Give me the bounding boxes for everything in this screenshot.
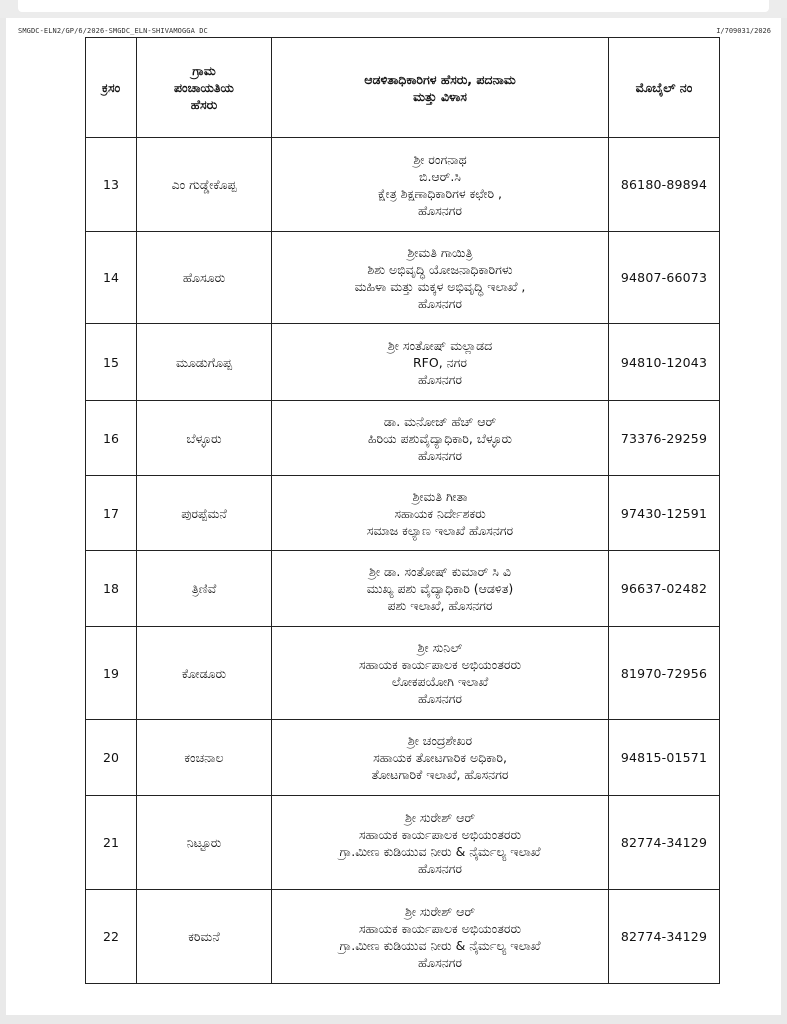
official-line: ಸಹಾಯಕ ತೋಟಗಾರಿಕ ಅಧಿಕಾರಿ, — [373, 750, 507, 765]
official-line: ಶ್ರೀ ಸುರೇಶ್ ಆರ್ — [404, 809, 476, 825]
serial-cell: 21 — [86, 796, 137, 890]
serial-cell: 19 — [86, 627, 137, 720]
mobile-cell: 97430-12591 — [609, 476, 720, 551]
header-official-line: ಮತ್ತು ವಿಳಾಸ — [413, 88, 467, 104]
serial-cell: 22 — [86, 890, 137, 984]
official-line: ಶ್ರೀಮತಿ ಗಾಯಿತ್ರಿ — [407, 244, 473, 260]
gram-panchayat-cell: ಹೊಸೂರು — [137, 232, 272, 324]
serial-cell: 13 — [86, 138, 137, 232]
official-line: ಸಮಾಜ ಕಲ್ಯಾಣ ಇಲಾಖೆ ಹೊಸನಗರ — [366, 522, 514, 538]
table-row — [86, 324, 720, 401]
viewer-bottom-bar — [0, 1015, 787, 1024]
mobile-cell: 94810-12043 — [609, 324, 720, 401]
official-cell — [272, 324, 609, 401]
mobile-cell: 73376-29259 — [609, 401, 720, 476]
official-cell — [272, 138, 609, 232]
table-row — [86, 232, 720, 324]
official-line: ಗ್ರಾ.ಮೀಣ ಕುಡಿಯುವ ನೀರು & ನೈರ್ಮಲ್ಯ ಇಲಾಖೆ — [339, 843, 541, 859]
header-serial: ಕ್ರಸಂ — [86, 38, 137, 138]
official-line: ಹೊಸನಗರ — [417, 371, 463, 387]
official-line: RFO, ನಗರ — [413, 354, 467, 370]
viewer-top-pill — [18, 0, 769, 12]
official-line: ಹೊಸನಗರ — [417, 295, 463, 311]
official-line: ತೋಟಗಾರಿಕೆ ಇಲಾಖೆ, ಹೊಸನಗರ — [371, 767, 509, 782]
official-cell — [272, 401, 609, 476]
official-line: ಶ್ರೀ ಸುನಿಲ್ — [417, 640, 463, 655]
serial-cell: 16 — [86, 401, 137, 476]
official-line: ಗ್ರಾ.ಮೀಣ ಕುಡಿಯುವ ನೀರು & ನೈರ್ಮಲ್ಯ ಇಲಾಖೆ — [339, 937, 541, 953]
official-cell — [272, 232, 609, 324]
serial-cell: 15 — [86, 324, 137, 401]
official-line: ಶಿಶು ಅಭಿವೃದ್ಧಿ ಯೋಜನಾಧಿಕಾರಿಗಳು — [367, 261, 513, 277]
official-line: ಮುಖ್ಯ ಪಶು ವೈದ್ಯಾಧಿಕಾರಿ (ಆಡಳಿತ) — [366, 581, 514, 596]
official-line: ಪಶು ಇಲಾಖೆ, ಹೊಸನಗರ — [387, 598, 493, 613]
document-reference-right: I/709031/2026 — [716, 27, 771, 35]
table-row — [86, 720, 720, 796]
table-row — [86, 796, 720, 890]
serial-cell: 14 — [86, 232, 137, 324]
serial-cell: 17 — [86, 476, 137, 551]
officials-table — [85, 37, 720, 984]
official-line: ಕ್ಷೇತ್ರ ಶಿಕ್ಷಣಾಧಿಕಾರಿಗಳ ಕಛೇರಿ , — [377, 185, 503, 201]
official-line: ಹೊಸನಗರ — [417, 954, 463, 970]
gram-panchayat-cell: ಮೂಡುಗೊಪ್ಪ — [137, 324, 272, 401]
header-gp-line: ಹೆಸರು — [190, 97, 218, 112]
official-cell — [272, 551, 609, 627]
official-line: ಸಹಾಯಕ ಕಾರ್ಯಪಾಲಕ ಅಭಿಯಂತರರು — [358, 920, 522, 936]
mobile-cell: 96637-02482 — [609, 551, 720, 627]
header-mobile: ಮೊಬೈಲ್ ನಂ — [609, 38, 720, 138]
official-cell — [272, 890, 609, 984]
official-cell — [272, 796, 609, 890]
official-line: ಶ್ರೀ ಡಾ. ಸಂತೋಷ್ ಕುಮಾರ್ ಸಿ ವಿ — [369, 564, 511, 579]
official-line: ಹೊಸನಗರ — [417, 691, 463, 706]
official-line: ಸಹಾಯಕ ಕಾರ್ಯಪಾಲಕ ಅಭಿಯಂತರರು — [358, 657, 522, 672]
official-line: ಹೊಸನಗರ — [417, 447, 463, 463]
official-line: ಶ್ರೀ ಸುರೇಶ್ ಆರ್ — [404, 903, 476, 919]
official-cell — [272, 720, 609, 796]
table-row — [86, 551, 720, 627]
table-body — [86, 138, 720, 984]
official-line: ಶ್ರೀ ಸಂತೋಷ್ ಮಲ್ಲಾಡದ — [387, 337, 493, 353]
official-line: ಶ್ರೀ ರಂಗನಾಥ — [413, 151, 467, 167]
gram-panchayat-cell: ಕರಿಮನೆ — [137, 890, 272, 984]
gram-panchayat-cell: ಕೋಡೂರು — [137, 627, 272, 720]
serial-cell: 20 — [86, 720, 137, 796]
serial-cell: 18 — [86, 551, 137, 627]
mobile-cell: 82774-34129 — [609, 796, 720, 890]
header-gp-line: ಪಂಚಾಯತಿಯ — [174, 80, 234, 95]
gram-panchayat-cell: ತ್ರಿಣಿವೆ — [137, 551, 272, 627]
mobile-cell: 94815-01571 — [609, 720, 720, 796]
gram-panchayat-cell: ಬೆಳ್ಳೂರು — [137, 401, 272, 476]
mobile-cell: 82774-34129 — [609, 890, 720, 984]
official-cell — [272, 476, 609, 551]
document-reference-left: SMGDC-ELN2/GP/6/2026-SMGDC_ELN-SHIVAMOGGA DC — [18, 27, 208, 35]
mobile-cell: 86180-89894 — [609, 138, 720, 232]
table-row — [86, 890, 720, 984]
mobile-cell: 94807-66073 — [609, 232, 720, 324]
gram-panchayat-cell: ಕಂಚನಾಲ — [137, 720, 272, 796]
official-line: ಸಹಾಯಕ ಕಾರ್ಯಪಾಲಕ ಅಭಿಯಂತರರು — [358, 826, 522, 842]
official-line: ಡಾ. ಮನೋಜ್ ಹೆಚ್ ಆರ್ — [383, 413, 497, 429]
table-row — [86, 627, 720, 720]
gram-panchayat-cell: ಎಂ ಗುಡ್ಡೇಕೊಪ್ಪ — [137, 138, 272, 232]
header-official-details — [272, 38, 609, 138]
official-line: ಹೊಸನಗರ — [417, 202, 463, 218]
official-line: ಮಹಿಳಾ ಮತ್ತು ಮಕ್ಕಳ ಅಭಿವೃದ್ಧಿ ಇಲಾಖೆ , — [354, 278, 526, 294]
viewer-top-bar — [0, 0, 787, 18]
official-line: ಹಿರಿಯ ಪಶುವೈದ್ಯಾಧಿಕಾರಿ, ಬೆಳ್ಳೂರು — [367, 430, 513, 446]
official-line: ಲೋಕಪಯೋಗಿ ಇಲಾಖೆ — [391, 674, 489, 689]
official-line: ಬಿ.ಆರ್.ಸಿ — [419, 168, 461, 184]
table-row — [86, 138, 720, 232]
table-header-row — [86, 38, 720, 138]
official-line: ಹೊಸನಗರ — [417, 860, 463, 876]
gram-panchayat-cell: ಪುರಪ್ಪೆಮನೆ — [137, 476, 272, 551]
official-line: ಸಹಾಯಕ ನಿರ್ದೇಶಕರು — [394, 505, 486, 521]
official-line: ಶ್ರೀಮತಿ ಗೀತಾ — [412, 488, 468, 504]
official-line: ಶ್ರೀ ಚಂದ್ರಶೇಖರ — [407, 733, 473, 748]
header-gp-line: ಗ್ರಾಮ — [192, 63, 216, 78]
table-row — [86, 401, 720, 476]
gram-panchayat-cell: ನಿಟ್ಟೂರು — [137, 796, 272, 890]
table-row — [86, 476, 720, 551]
header-gram-panchayat — [137, 38, 272, 138]
document-page — [6, 18, 781, 1015]
header-official-line: ಆಡಳಿತಾಧಿಕಾರಿಗಳ ಹೆಸರು, ಪದನಾಮ — [364, 71, 516, 87]
official-cell — [272, 627, 609, 720]
mobile-cell: 81970-72956 — [609, 627, 720, 720]
